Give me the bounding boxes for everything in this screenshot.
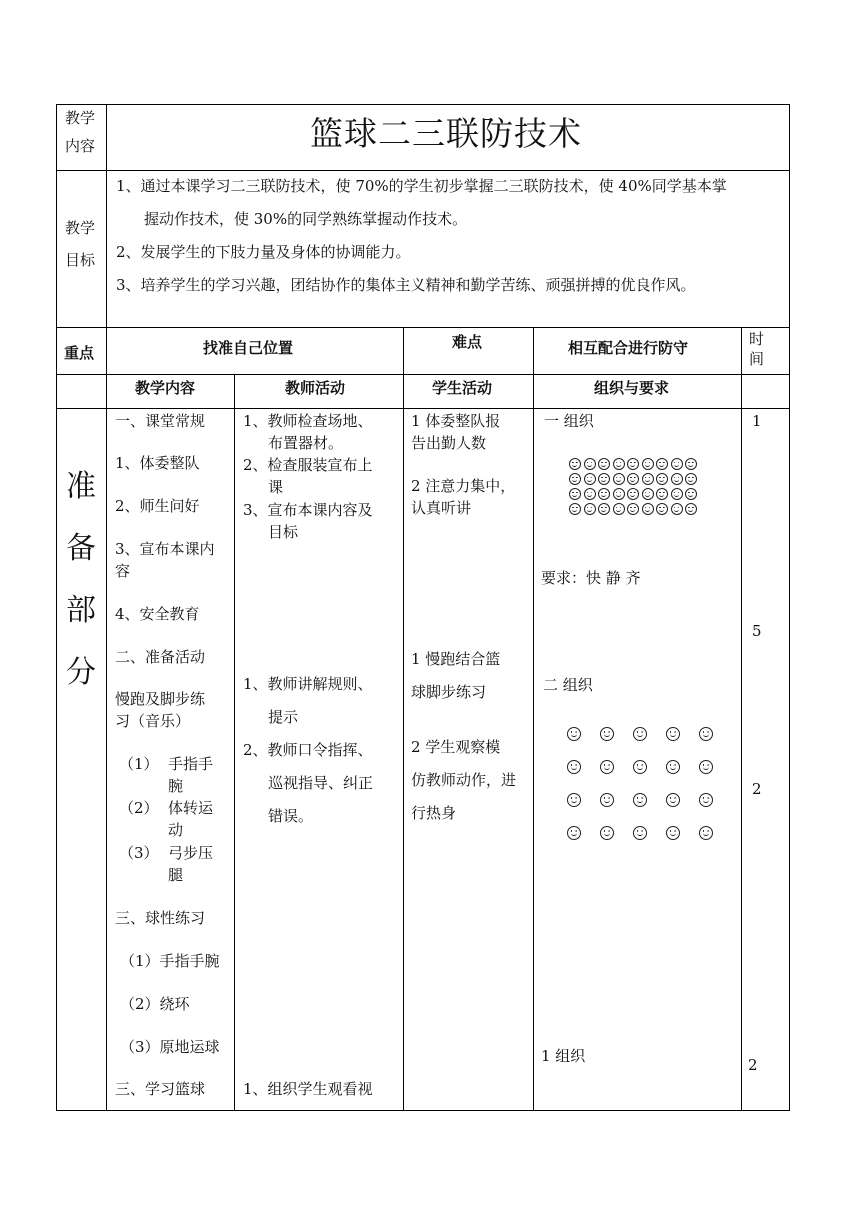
goal-line-4: 3、培养学生的学习兴趣，团结协作的集体主义精神和勤学苦练、顽强拼搏的优良作风。 [116, 276, 696, 294]
teacher-item: 布置器材。 [268, 434, 344, 452]
teacher-item: 巡视指导、纠正 [268, 774, 374, 792]
content-item: （1） [119, 755, 159, 773]
smiley-face-icon [671, 503, 683, 515]
teacher-item: 3、宣布本课内容及 [243, 501, 373, 519]
column-divider [234, 374, 235, 1111]
row-divider [56, 327, 790, 328]
lesson-title: 篮球二三联防技术 [310, 114, 582, 153]
goal-line-2: 握动作技术，使 30%的同学熟练掌握动作技术。 [144, 210, 468, 228]
col-header-teacher: 教师活动 [285, 379, 346, 397]
content-item: 三、学习篮球 [115, 1080, 206, 1098]
content-item: 二、准备活动 [115, 648, 206, 666]
table-left-border [56, 104, 57, 1111]
smiley-face-icon [642, 473, 654, 485]
section-label: 准 备 部 分 [66, 469, 96, 690]
smiley-face-icon [584, 503, 596, 515]
smiley-face-icon [656, 473, 668, 485]
student-item: 球脚步练习 [411, 683, 487, 701]
col-header-org: 组织与要求 [594, 379, 670, 397]
smiley-face-icon [666, 793, 680, 807]
smiley-face-icon [633, 826, 647, 840]
content-item: 腿 [168, 866, 184, 884]
smiley-face-icon [584, 458, 596, 470]
content-item: 动 [168, 821, 184, 839]
formation-sparse [567, 727, 717, 842]
teacher-item: 1、组织学生观看视 [243, 1080, 373, 1098]
smiley-face-icon [567, 826, 581, 840]
content-item: 1、体委整队 [115, 454, 200, 472]
smiley-face-icon [598, 473, 610, 485]
smiley-face-icon [569, 488, 581, 500]
smiley-face-icon [627, 488, 639, 500]
smiley-face-icon [671, 488, 683, 500]
smiley-face-icon [633, 760, 647, 774]
content-item: （3） [119, 844, 159, 862]
org-heading-3: 1 组织 [541, 1047, 586, 1065]
content-item: 腕 [168, 777, 184, 795]
content-item: 弓步压 [168, 844, 214, 862]
column-divider [741, 327, 742, 1111]
content-label: 教学 内容 [65, 109, 96, 155]
smiley-face-icon [633, 727, 647, 741]
content-item: 习（音乐） [115, 712, 191, 730]
smiley-face-icon [613, 503, 625, 515]
smiley-face-icon [699, 793, 713, 807]
smiley-face-icon [584, 488, 596, 500]
row-divider [56, 374, 790, 375]
key-point-label: 重点 [64, 344, 95, 362]
smiley-face-icon [613, 458, 625, 470]
smiley-face-icon [685, 473, 697, 485]
content-item: 一、课堂常规 [115, 412, 206, 430]
teacher-item: 提示 [268, 708, 299, 726]
student-item: 仿教师动作，进 [411, 771, 517, 789]
smiley-face-icon [666, 760, 680, 774]
col-header-content: 教学内容 [135, 379, 196, 397]
row-divider [56, 170, 790, 171]
content-item: （2） [119, 799, 159, 817]
row-divider [56, 408, 790, 409]
time-label: 时 间 [749, 330, 765, 368]
smiley-face-icon [642, 503, 654, 515]
smiley-face-icon [567, 793, 581, 807]
difficulty-value: 相互配合进行防守 [568, 339, 689, 357]
content-item: 体转运 [168, 799, 214, 817]
student-item: 2 注意力集中， [411, 477, 516, 495]
smiley-face-icon [656, 488, 668, 500]
org-requirement: 要求：快 静 齐 [541, 569, 641, 587]
smiley-face-icon [584, 473, 596, 485]
teacher-item: 1、教师检查场地、 [243, 412, 373, 430]
smiley-face-icon [613, 473, 625, 485]
time-value: 2 [752, 780, 762, 798]
teacher-item: 目标 [268, 523, 299, 541]
column-divider [533, 327, 534, 1111]
teacher-item: 2、检查服装宣布上 [243, 456, 373, 474]
table-bottom-border [56, 1110, 790, 1111]
smiley-face-icon [642, 458, 654, 470]
student-item: 2 学生观察模 [411, 738, 501, 756]
teacher-item: 1、教师讲解规则、 [243, 675, 373, 693]
smiley-face-icon [699, 727, 713, 741]
column-divider [403, 327, 404, 1111]
smiley-face-icon [569, 458, 581, 470]
time-value: 1 [752, 412, 762, 430]
student-item: 认真听讲 [411, 499, 472, 517]
smiley-face-icon [600, 793, 614, 807]
smiley-face-icon [671, 473, 683, 485]
student-item: 1 慢跑结合篮 [411, 650, 501, 668]
smiley-face-icon [567, 727, 581, 741]
smiley-face-icon [613, 488, 625, 500]
difficulty-label: 难点 [452, 333, 483, 351]
smiley-face-icon [666, 826, 680, 840]
student-item: 告出勤人数 [411, 434, 487, 452]
smiley-face-icon [600, 826, 614, 840]
smiley-face-icon [627, 473, 639, 485]
teacher-item: 错误。 [268, 807, 314, 825]
smiley-face-icon [671, 458, 683, 470]
content-item: 容 [115, 562, 131, 580]
time-value: 2 [748, 1056, 758, 1074]
smiley-face-icon [569, 473, 581, 485]
student-item: 1 体委整队报 [411, 412, 501, 430]
col-header-student: 学生活动 [432, 379, 493, 397]
teacher-item: 课 [268, 478, 284, 496]
student-item: 行热身 [411, 804, 457, 822]
smiley-face-icon [642, 488, 654, 500]
content-item: 2、师生问好 [115, 497, 200, 515]
smiley-face-icon [633, 793, 647, 807]
smiley-face-icon [627, 503, 639, 515]
content-item: （1）手指手腕 [120, 952, 220, 970]
smiley-face-icon [598, 458, 610, 470]
column-divider [106, 104, 107, 1111]
table-right-border [789, 104, 790, 1111]
smiley-face-icon [598, 503, 610, 515]
teacher-item: 2、教师口令指挥、 [243, 741, 373, 759]
org-heading-2: 二 组织 [543, 676, 593, 694]
smiley-face-icon [627, 458, 639, 470]
content-item: 4、安全教育 [115, 605, 200, 623]
goal-line-3: 2、发展学生的下肢力量及身体的协调能力。 [116, 243, 411, 261]
smiley-face-icon [699, 760, 713, 774]
smiley-face-icon [685, 503, 697, 515]
smiley-face-icon [656, 458, 668, 470]
time-value: 5 [752, 622, 762, 640]
content-item: （2）绕环 [120, 995, 190, 1013]
smiley-face-icon [600, 760, 614, 774]
smiley-face-icon [600, 727, 614, 741]
content-item: （3）原地运球 [120, 1038, 220, 1056]
smiley-face-icon [666, 727, 680, 741]
smiley-face-icon [598, 488, 610, 500]
org-heading-1: 一 组织 [544, 412, 594, 430]
formation-dense [569, 458, 699, 530]
smiley-face-icon [567, 760, 581, 774]
content-item: 3、宣布本课内 [115, 540, 215, 558]
smiley-face-icon [685, 488, 697, 500]
content-item: 手指手 [168, 755, 214, 773]
smiley-face-icon [699, 826, 713, 840]
goal-line-1: 1、通过本课学习二三联防技术，使 70%的学生初步掌握二三联防技术，使 40%同学基本掌 [116, 177, 727, 195]
content-item: 慢跑及脚步练 [115, 690, 206, 708]
content-item: 三、球性练习 [115, 909, 206, 927]
goal-label: 教学 目标 [65, 219, 96, 269]
smiley-face-icon [569, 503, 581, 515]
smiley-face-icon [685, 458, 697, 470]
key-point-value: 找准自己位置 [203, 339, 294, 357]
smiley-face-icon [656, 503, 668, 515]
table-top-border [56, 104, 790, 105]
